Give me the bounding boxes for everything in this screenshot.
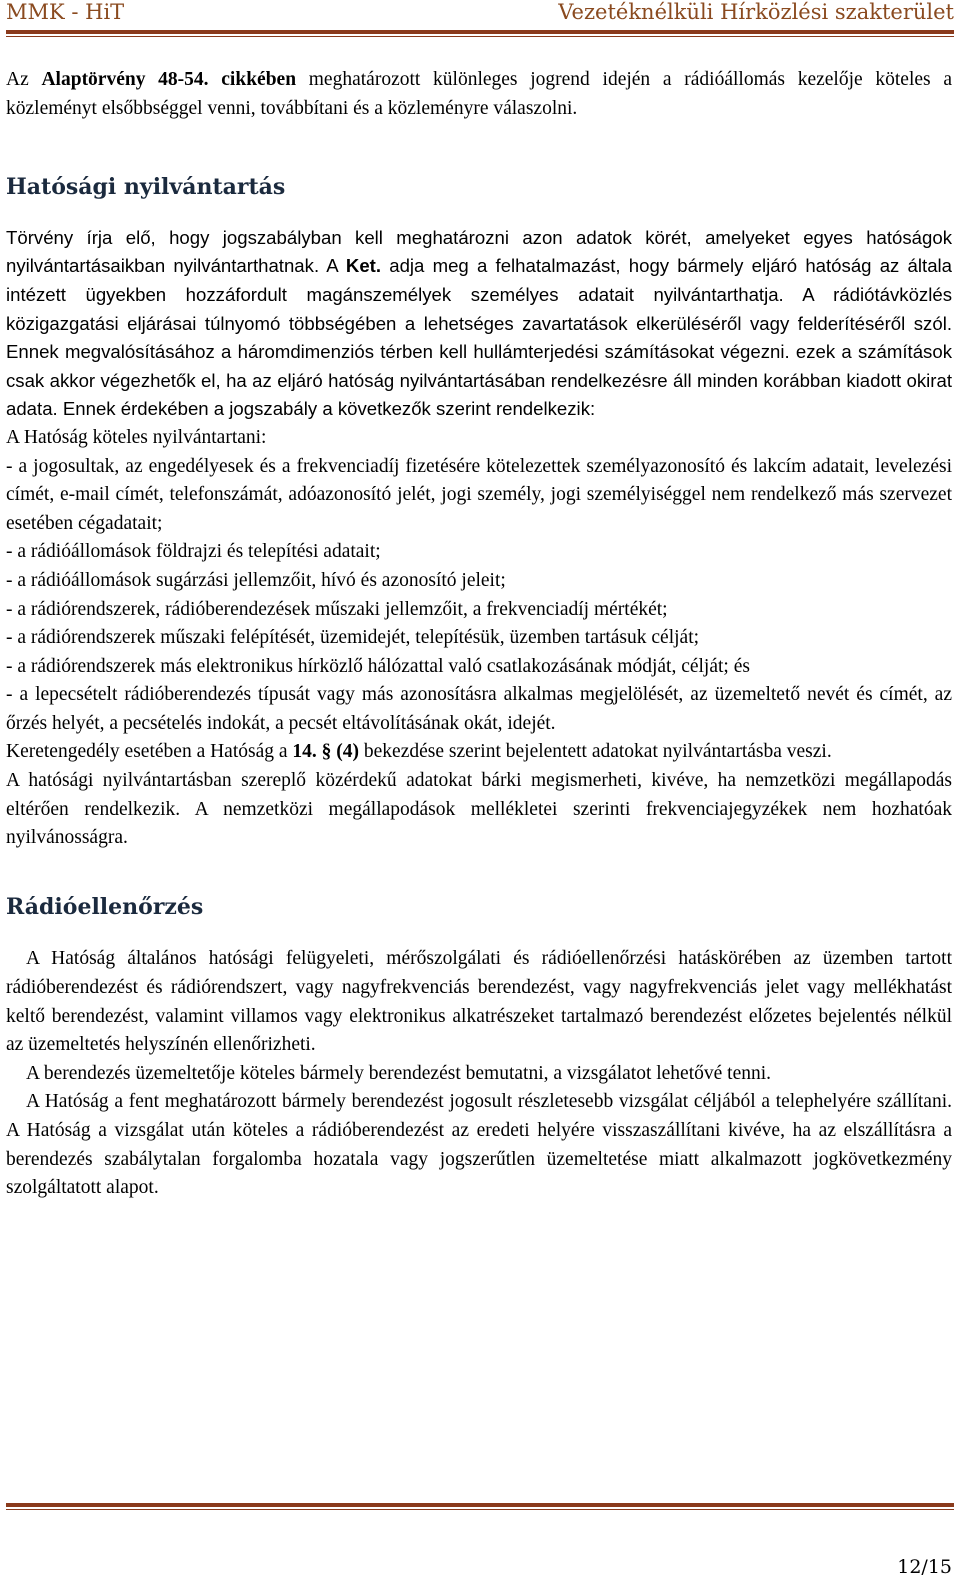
list-item: - a rádióállomások sugárzási jellemzőit, hívó és azonosító jeleit;: [6, 569, 506, 591]
list-item: - a rádiórendszerek, rádióberendezések műszaki jellemzőit, a frekvenciadíj mértékét;: [6, 598, 668, 620]
list-item: - a jogosultak, az engedélyesek és a frekvenciadíj fizetésére kötelezettek személyazonosító és lakcím adatait, levelezési címét, e-mail címét, telefonszámát, adóazonosító jelét, jogi személy, jogi személyiséggel nem rendelkező más szervezet esetében cégadatait;: [6, 455, 952, 534]
intro-bold-ref: Alaptörvény 48-54. cikkében: [41, 69, 297, 90]
page-number: 12/15: [897, 1556, 952, 1578]
s1-p1-text-a: Törvény írja elő, hogy jogszabályban kell meghatározni azon adatok körét, amelyeket egyes hatóságok nyilvántartásaikban nyilvántarthatnak. A: [6, 226, 952, 277]
header-rule-thin: [6, 36, 954, 37]
intro-paragraph: [6, 66, 952, 123]
list-item: - a lepecsételt rádióberendezés típusát vagy más azonosításra alkalmas megjelölését, az üzemeltető nevét és címét, az őrzés helyét, a pecsételés indokát, a pecsét eltávolításának okát, idejét.: [6, 684, 952, 734]
section2-paragraph-3: A Hatóság a fent meghatározott bármely berendezést jogosult részletesebb vizsgálat céljából a telephelyére szállítani. A Hatóság a vizsgálat után köteles a rádióberendezést az eredeti helyére visszaszállítani kivéve, ha az elszállításra a berendezés szabálytalan forgalomba hozatala vagy jogszerűtlen üzemeltetése miatt alkalmazott jogkövetkezmény szolgáltatott alapot.: [6, 1091, 952, 1199]
section-title-radioellenorzes: Rádióellenőrzés: [6, 893, 204, 920]
list-item: - a rádiórendszerek műszaki felépítését, üzemidejét, telepítésük, üzemben tartásuk célját;: [6, 627, 700, 649]
s1-p2-bold-ref: 14. § (4): [292, 741, 360, 763]
list-item: - a rádiórendszerek más elektronikus hírközlő hálózattal való csatlakozásának módját, célját; és: [6, 655, 750, 677]
intro-text-1: Az: [6, 69, 42, 90]
section-title-nyilvantartas: Hatósági nyilvántartás: [6, 174, 286, 201]
s1-p1-text-c: adja meg a felhatalmazást, hogy bármely eljáró hatóság az általa intézett ügyekben hozzáfordult magánszemélyek személyes adatait nyilvántarthatja. A rádiótávközlés közigazgatási eljárásai túlnyomó többségében a lehetséges zavartatások elkerüléséről vagy felderítéséről szól. Ennek megvalósításához a háromdimenziós térben kell hullámterjedési számításokat végezni. ezek a számítások csak akkor végezhetők el, ha az eljáró hatóság nyilvántartásában rendelkezésre áll minden korábban kiadott okirat adata. Ennek érdekében a jogszabály a következők szerint rendelkezik:: [6, 255, 953, 420]
s1-p2-text-a: Keretengedély esetében a Hatóság a: [6, 741, 293, 763]
section1-lead: A Hatóság köteles nyilvántartani:: [6, 426, 267, 448]
header-right-title: Vezetéknélküli Hírközlési szakterület: [558, 0, 954, 24]
header-left-title: MMK - HiT: [6, 0, 125, 24]
header-rule-thick: [6, 30, 954, 34]
footer-rule-thin: [6, 1509, 954, 1510]
section1-paragraph-1: [6, 224, 952, 424]
intro-text-2: meghatározott különleges jogrend idején a rádióállomás kezelője köteles a közleményt elsőbbséggel venni, továbbítani és a közleményre válaszolni.: [6, 69, 952, 119]
section1-paragraph-2: [6, 738, 952, 767]
page-body: [6, 66, 952, 1203]
s1-p2-text-c: bekezdése szerint bejelentett adatokat nyilvántartásba veszi.: [359, 741, 832, 763]
footer-rule-thick: [6, 1503, 954, 1507]
section2-paragraph-2: A berendezés üzemeltetője köteles bármely berendezést bemutatni, a vizsgálatot lehetővé tenni.: [26, 1062, 772, 1084]
list-item: - a rádióállomások földrajzi és telepítési adatait;: [6, 541, 381, 563]
page-header: [6, 0, 954, 30]
s1-p1-bold-ket: Ket.: [345, 255, 382, 277]
section1-paragraph-3: A hatósági nyilvántartásban szereplő közérdekű adatokat bárki megismerheti, kivéve, ha nemzetközi megállapodás eltérően rendelkezik. A nemzetközi megállapodások mellékletei szerinti frekvenciajegyzékek nem hozhatóak nyilvánosságra.: [6, 770, 952, 849]
section2-paragraph-1: A Hatóság általános hatósági felügyeleti, mérőszolgálati és rádióellenőrzési hatáskörében az üzemben tartott rádióberendezést és rádiórendszert, vagy nagyfrekvenciás berendezést, vagy nagyfrekvenciás jelet vagy mellékhatást keltő berendezést, valamint villamos vagy elektronikus alkatrészeket tartalmazó berendezést előzetes bejelentés nélkül az üzemeltetés helyszínén ellenőrizheti.: [6, 948, 952, 1056]
